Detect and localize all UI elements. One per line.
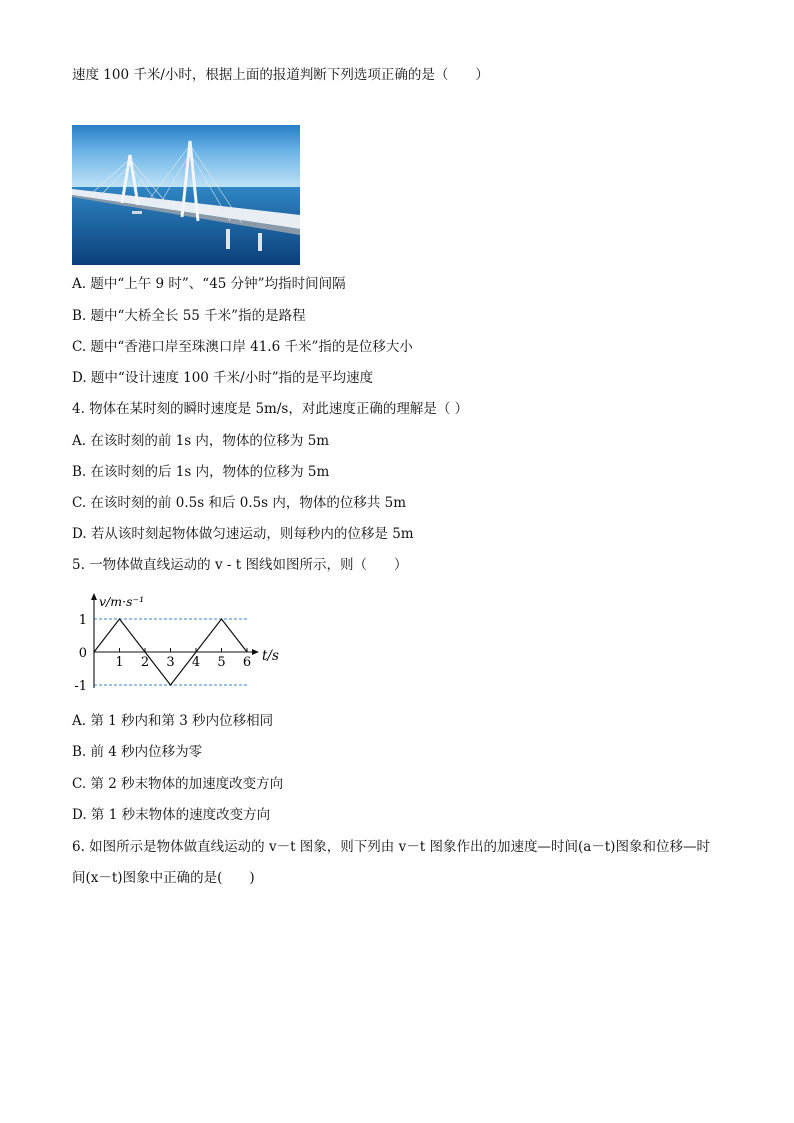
x-tick-label-2: 2: [140, 655, 150, 670]
y-axis-label: v/m·s⁻¹: [99, 594, 145, 609]
q5-option-c[interactable]: C. 第 2 秒末物体的加速度改变方向: [72, 776, 284, 792]
q4-option-c[interactable]: C. 在该时刻的前 0.5s 和后 0.5s 内，物体的位移共 5m: [72, 495, 407, 511]
y-tick-label--1: -1: [74, 679, 87, 694]
q3-stem-tail: 速度 100 千米/小时，根据上面的报道判断下列选项正确的是（ ）: [72, 67, 489, 83]
q4-stem: 4. 物体在某时刻的瞬时速度是 5m/s，对此速度正确的理解是（ ）: [72, 401, 469, 417]
q5-option-d[interactable]: D. 第 1 秒末物体的速度改变方向: [72, 807, 271, 823]
vt-plot-area: [74, 593, 279, 694]
q4-option-d[interactable]: D. 若从该时刻起物体做匀速运动，则每秒内的位移是 5m: [72, 526, 414, 542]
q3-option-a[interactable]: A. 题中“上午 9 时”、“45 分钟”均指时间间隔: [72, 276, 346, 292]
q3-option-b[interactable]: B. 题中“大桥全长 55 千米”指的是路程: [72, 308, 306, 324]
y-tick-label-0: 0: [78, 646, 87, 661]
x-axis-label: t/s: [262, 648, 279, 664]
q3-option-d[interactable]: D. 题中“设计速度 100 千米/小时”指的是平均速度: [72, 370, 374, 386]
x-axis-arrow: [252, 649, 259, 655]
x-tick-label-4: 4: [191, 655, 201, 670]
x-tick-label-6: 6: [242, 655, 252, 670]
x-tick-label-3: 3: [166, 655, 175, 670]
q3-option-c[interactable]: C. 题中“香港口岸至珠澳口岸 41.6 千米”指的是位移大小: [72, 339, 413, 355]
q6-stem-line1: 6. 如图所示是物体做直线运动的 v－t 图象，则下列由 v－t 图象作出的加速度—时间(a－t)图象和位移—时: [72, 839, 710, 855]
x-tick-label-1: 1: [115, 655, 124, 670]
q5-option-b[interactable]: B. 前 4 秒内位移为零: [72, 744, 203, 760]
q5-stem: 5. 一物体做直线运动的 v - t 图线如图所示，则（ ）: [72, 557, 408, 573]
y-tick-label-1: 1: [78, 613, 87, 628]
q4-option-b[interactable]: B. 在该时刻的后 1s 内，物体的位移为 5m: [72, 464, 330, 480]
q4-option-a[interactable]: A. 在该时刻的前 1s 内，物体的位移为 5m: [72, 433, 330, 449]
bridge-photo: [72, 125, 300, 265]
q6-stem-line2: 间(x－t)图象中正确的是( ): [72, 870, 255, 886]
vt-graph: [72, 590, 282, 694]
x-tick-label-5: 5: [217, 655, 226, 670]
y-axis-arrow: [91, 593, 97, 600]
q5-option-a[interactable]: A. 第 1 秒内和第 3 秒内位移相同: [72, 713, 274, 729]
